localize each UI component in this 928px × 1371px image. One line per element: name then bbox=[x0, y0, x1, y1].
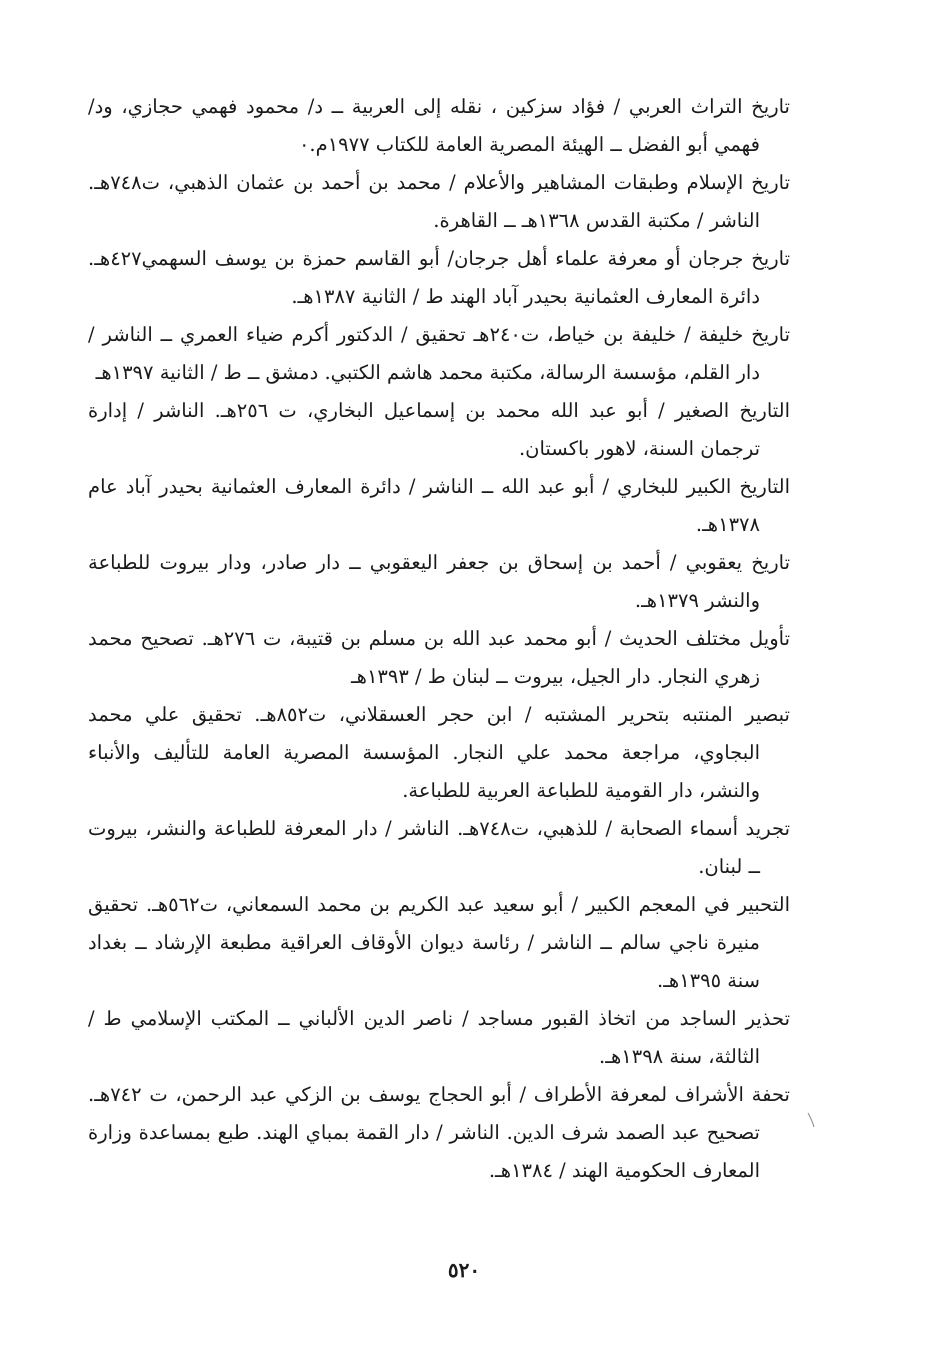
bibliography-entry: تحفة الأشراف لمعرفة الأطراف / أبو الحجاج يوسف بن الزكي عبد الرحمن، ت ٧٤٢هـ. تصحيح عبد الصمد شرف الدين. الناشر / دار القمة بمباي الهند. طبع بمساعدة وزارة المعارف الحكومية الهند / ١٣٨٤هـ. bbox=[88, 1083, 790, 1182]
bibliography-entry: تاريخ جرجان أو معرفة علماء أهل جرجان/ أبو القاسم حمزة بن يوسف السهمي٤٢٧هـ. دائرة المعارف العثمانية بحيدر آباد الهند ط / الثانية ١٣٨٧هـ. bbox=[88, 247, 790, 308]
margin-mark-icon bbox=[806, 1112, 816, 1128]
bibliography-entry: تبصير المنتبه بتحرير المشتبه / ابن حجر العسقلاني، ت٨٥٢هـ. تحقيق علي محمد البجاوي، مراجعة محمد علي النجار. المؤسسة المصرية العامة للتأليف والأنباء والنشر، دار القومية للطباعة العربية للطباعة. bbox=[88, 703, 790, 802]
page-number: ٥٢٠ bbox=[447, 1258, 481, 1282]
bibliography-entry: تاريخ خليفة / خليفة بن خياط، ت٢٤٠هـ تحقيق / الدكتور أكرم ضياء العمري ــ الناشر / دار القلم، مؤسسة الرسالة، مكتبة محمد هاشم الكتبي. دمشق ــ ط / الثانية ١٣٩٧هـ bbox=[88, 323, 791, 384]
bibliography-entry: التاريخ الكبير للبخاري / أبو عبد الله ــ الناشر / دائرة المعارف العثمانية بحيدر آباد عام ١٣٧٨هـ. bbox=[88, 475, 790, 536]
bibliography-entry: التاريخ الصغير / أبو عبد الله محمد بن إسماعيل البخاري، ت ٢٥٦هـ. الناشر / إدارة ترجمان السنة، لاهور باكستان. bbox=[88, 399, 791, 460]
bibliography-entry: تأويل مختلف الحديث / أبو محمد عبد الله بن مسلم بن قتيبة، ت ٢٧٦هـ. تصحيح محمد زهري النجار. دار الجيل، بيروت ــ لبنان ط / ١٣٩٣هـ bbox=[88, 627, 791, 688]
bibliography-page bbox=[88, 88, 790, 1190]
bibliography-entry: تجريد أسماء الصحابة / للذهبي، ت٧٤٨هـ. الناشر / دار المعرفة للطباعة والنشر، بيروت ــ لبنان. bbox=[88, 817, 790, 878]
bibliography-entry: تاريخ الإسلام وطبقات المشاهير والأعلام / محمد بن أحمد بن عثمان الذهبي، ت٧٤٨هـ. الناشر / مكتبة القدس ١٣٦٨هـ ــ القاهرة. bbox=[88, 171, 790, 232]
bibliography-entry: تاريخ يعقوبي / أحمد بن إسحاق بن جعفر اليعقوبي ــ دار صادر، ودار بيروت للطباعة والنشر ١٣٧٩هـ. bbox=[88, 551, 790, 612]
bibliography-entry: تاريخ التراث العربي / فؤاد سزكين ، نقله إلى العربية ــ د/ محمود فهمي حجازي، ود/ فهمي أبو الفضل ــ الهيئة المصرية العامة للكتاب ١٩٧٧م.٠ bbox=[88, 95, 790, 156]
bibliography-entry: تحذير الساجد من اتخاذ القبور مساجد / ناصر الدين الألباني ــ المكتب الإسلامي ط / الثالثة، سنة ١٣٩٨هـ. bbox=[88, 1007, 790, 1068]
bibliography-entry: التحبير في المعجم الكبير / أبو سعيد عبد الكريم بن محمد السمعاني، ت٥٦٢هـ. تحقيق منيرة ناجي سالم ــ الناشر / رئاسة ديوان الأوقاف العراقية مطبعة الإرشاد ــ بغداد سنة ١٣٩٥هـ. bbox=[88, 893, 791, 992]
